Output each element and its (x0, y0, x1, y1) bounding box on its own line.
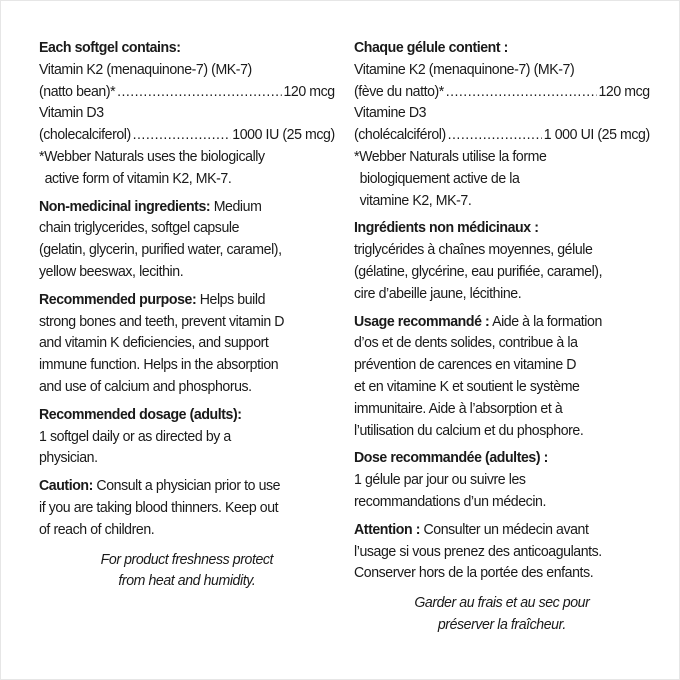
footnote-line: *Webber Naturals utilise la forme (354, 147, 547, 165)
vitamin-k2-amount: 120 mcg (598, 82, 650, 100)
dosage-text: 1 gélule par jour ou suivre les (354, 471, 526, 489)
purpose-text: Aide à la formation (489, 312, 602, 330)
purpose-text: Helps build (196, 290, 266, 308)
leader-dots (133, 124, 231, 146)
vitamin-k2-name: Vitamin K2 (menaquinone-7) (MK-7) (39, 60, 252, 78)
storage-note-line: from heat and humidity. (118, 572, 256, 590)
vitamin-d3-row (39, 124, 335, 146)
caution-heading: Attention : (354, 520, 421, 538)
storage-note (39, 549, 335, 593)
storage-note-line: For product freshness protect (100, 550, 274, 568)
dosage-heading: Dose recommandée (adultes) : (354, 449, 548, 467)
non-medicinal-text: triglycérides à chaînes moyennes, gélule (354, 241, 593, 259)
dosage-text: physician. (39, 449, 98, 467)
non-medicinal-section (354, 217, 650, 304)
caution-section (354, 519, 650, 584)
storage-note (354, 592, 650, 636)
caution-section (39, 475, 335, 540)
footnote-line: active form of vitamin K2, MK-7. (44, 169, 232, 187)
vitamin-k2-name: Vitamine K2 (menaquinone-7) (MK-7) (354, 60, 575, 78)
vitamin-d3-amount: 1 000 UI (25 mcg) (543, 126, 650, 144)
caution-text: Consult a physician prior to use (92, 477, 281, 495)
non-medicinal-heading: Non-medicinal ingredients: (39, 197, 211, 215)
vitamin-d3-amount: 1000 IU (25 mcg) (232, 126, 335, 144)
purpose-section (39, 289, 335, 398)
leader-dots (448, 124, 542, 146)
footnote-line: vitamine K2, MK-7. (359, 191, 472, 209)
dosage-text: 1 softgel daily or as directed by a (39, 427, 231, 445)
caution-text: of reach of children. (39, 520, 155, 538)
non-medicinal-text: (gélatine, glycérine, eau purifiée, caramel), (354, 262, 603, 280)
purpose-section (354, 311, 650, 442)
purpose-text: and vitamin K deficiencies, and support (39, 334, 269, 352)
caution-text: Consulter un médecin avant (420, 520, 589, 538)
english-column (39, 37, 335, 592)
footnote-line: biologiquement active de la (359, 169, 520, 187)
vitamin-d3-name: Vitamin D3 (39, 104, 104, 122)
french-column (354, 37, 650, 636)
dosage-section (354, 447, 650, 512)
purpose-text: immunitaire. Aide à l’absorption et à (354, 399, 563, 417)
storage-note-line: Garder au frais et au sec pour (414, 594, 590, 612)
storage-note-line: préserver la fraîcheur. (437, 615, 566, 633)
leader-dots (446, 81, 597, 103)
vitamin-k2-row (39, 81, 335, 103)
purpose-text: prévention de carences en vitamine D (354, 356, 577, 374)
purpose-text: d’os et de dents solides, contribue à la (354, 334, 578, 352)
caution-heading: Caution: (39, 477, 93, 495)
contains-heading: Each softgel contains: (39, 39, 181, 56)
purpose-heading: Recommended purpose: (39, 290, 197, 308)
purpose-text: immune function. Helps in the absorption (39, 356, 279, 374)
purpose-text: et en vitamine K et soutient le système (354, 377, 580, 395)
non-medicinal-text: cire d’abeille jaune, lécithine. (354, 284, 522, 302)
vitamin-k2-source: (fève du natto)* (354, 82, 444, 100)
non-medicinal-section (39, 196, 335, 283)
vitamin-k2-source: (natto bean)* (39, 82, 116, 100)
caution-text: l’usage si vous prenez des anticoagulants. (354, 542, 602, 560)
dosage-text: recommandations d’un médecin. (354, 492, 547, 510)
vitamin-d3-source: (cholecalciferol) (39, 126, 131, 144)
non-medicinal-heading: Ingrédients non médicinaux : (354, 219, 539, 237)
vitamin-k2-amount: 120 mcg (283, 82, 335, 100)
caution-text: if you are taking blood thinners. Keep out (39, 498, 279, 516)
ingredients-section (39, 37, 335, 190)
non-medicinal-text: yellow beeswax, lecithin. (39, 262, 184, 280)
dosage-section (39, 404, 335, 469)
purpose-text: strong bones and teeth, prevent vitamin D (39, 312, 285, 330)
vitamin-d3-row (354, 124, 650, 146)
caution-text: Conserver hors de la portée des enfants. (354, 564, 594, 582)
footnote-line: *Webber Naturals uses the biologically (39, 147, 265, 165)
purpose-text: and use of calcium and phosphorus. (39, 377, 252, 395)
non-medicinal-text: (gelatin, glycerin, purified water, caramel), (39, 241, 282, 259)
ingredients-section (354, 37, 650, 211)
dosage-heading: Recommended dosage (adults): (39, 405, 242, 423)
vitamin-d3-source: (cholécalciférol) (354, 126, 446, 144)
non-medicinal-text: chain triglycerides, softgel capsule (39, 219, 240, 237)
purpose-heading: Usage recommandé : (354, 312, 490, 330)
leader-dots (117, 81, 282, 103)
vitamin-k2-row (354, 81, 650, 103)
purpose-text: l’utilisation du calcium et du phosphore. (354, 421, 584, 439)
non-medicinal-text: Medium (210, 197, 262, 215)
contains-heading: Chaque gélule contient : (354, 39, 508, 56)
vitamin-d3-name: Vitamine D3 (354, 104, 427, 122)
